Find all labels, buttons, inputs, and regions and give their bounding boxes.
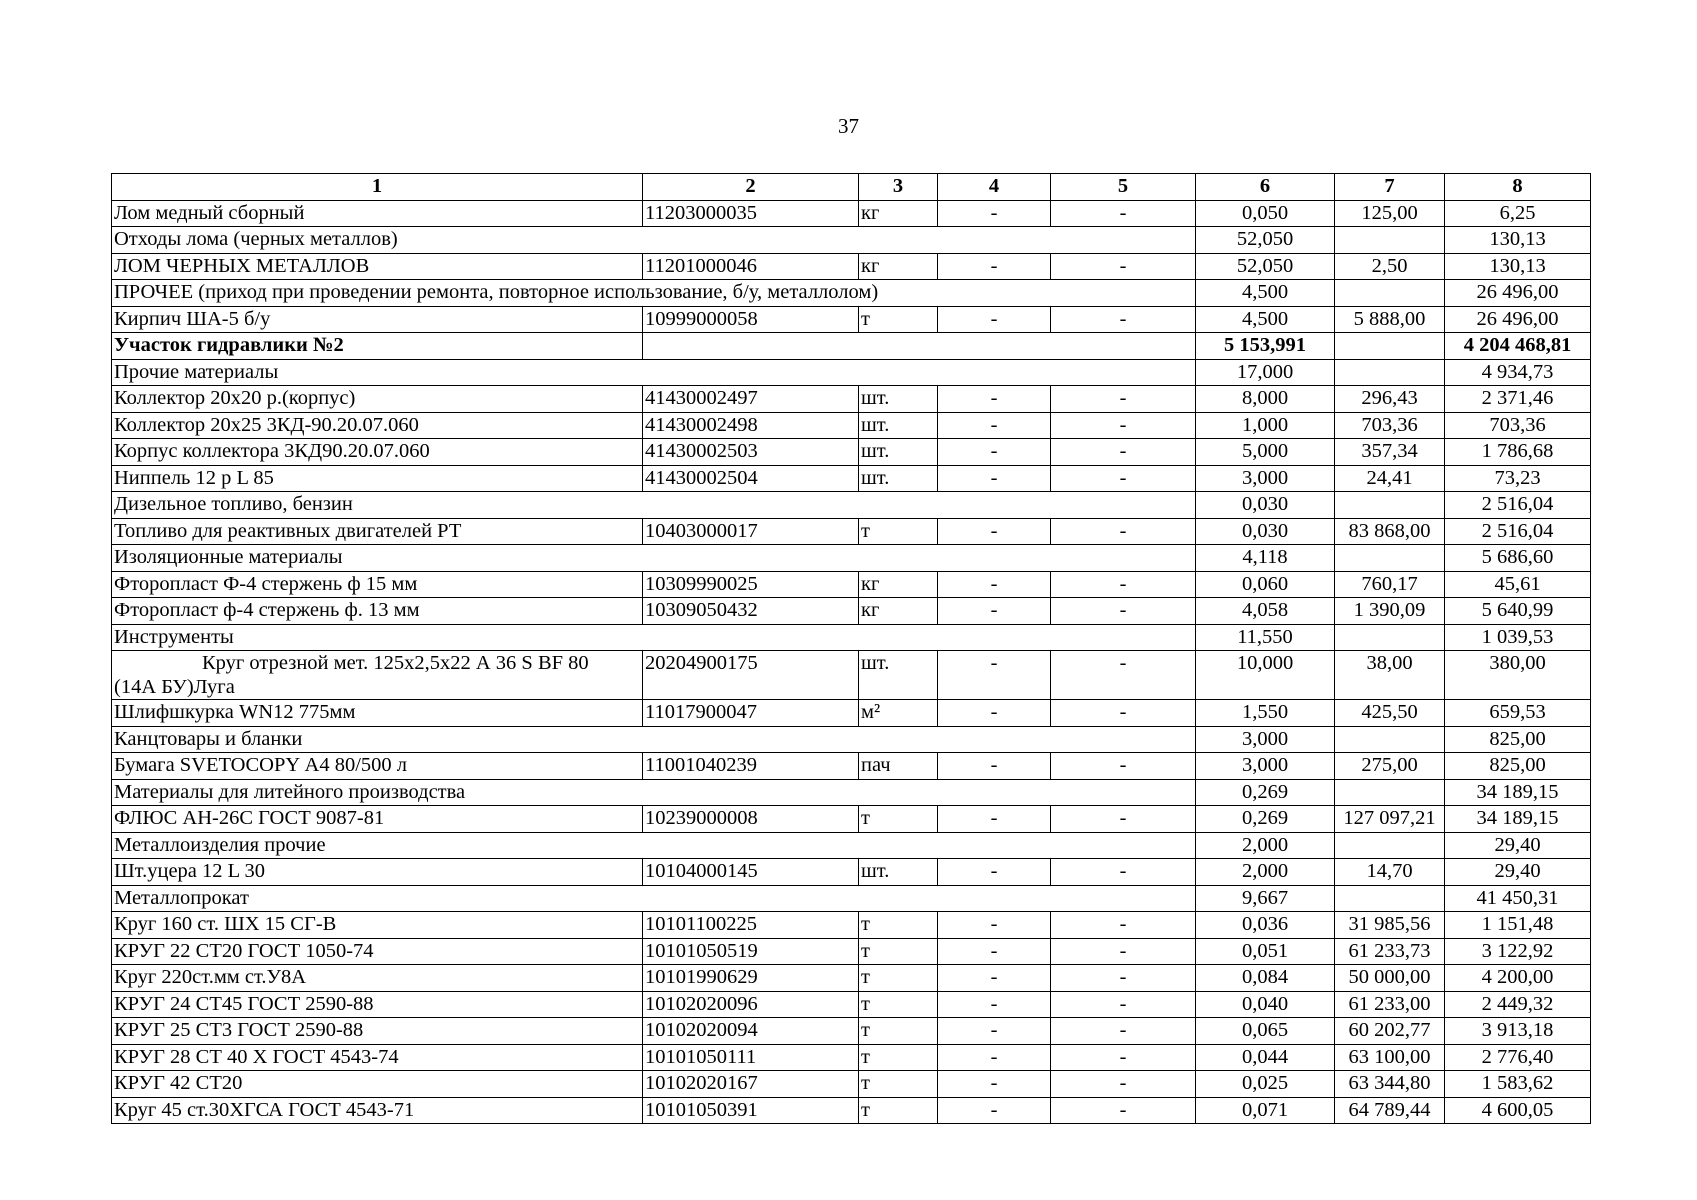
sum-cell: 130,13 bbox=[1445, 253, 1591, 280]
item-code-cell: 10102020094 bbox=[643, 1018, 859, 1045]
unit-cell: кг bbox=[859, 598, 938, 625]
price-cell: 24,41 bbox=[1335, 465, 1445, 492]
table-row bbox=[112, 306, 1591, 333]
group-name-cell: Прочие материалы bbox=[112, 359, 1196, 386]
sum-cell: 34 189,15 bbox=[1445, 806, 1591, 833]
table-row bbox=[112, 965, 1591, 992]
sum-cell: 2 516,04 bbox=[1445, 492, 1591, 519]
price-cell: 296,43 bbox=[1335, 386, 1445, 413]
quantity-cell: 1,550 bbox=[1196, 700, 1335, 727]
group-name-cell: Отходы лома (черных металлов) bbox=[112, 227, 1196, 254]
quantity-cell: 4,058 bbox=[1196, 598, 1335, 625]
item-code-cell: 10101050391 bbox=[643, 1097, 859, 1124]
unit-cell: шт. bbox=[859, 651, 938, 700]
col4-cell: - bbox=[938, 412, 1051, 439]
sum-cell: 1 583,62 bbox=[1445, 1071, 1591, 1098]
unit-cell: шт. bbox=[859, 386, 938, 413]
sum-cell: 1 151,48 bbox=[1445, 912, 1591, 939]
col5-cell: - bbox=[1051, 386, 1196, 413]
col4-cell: - bbox=[938, 598, 1051, 625]
table-row bbox=[112, 1044, 1591, 1071]
col4-cell: - bbox=[938, 700, 1051, 727]
group-name-cell: Металлоизделия прочие bbox=[112, 832, 1196, 859]
item-name-cell: Круг 160 ст. ШХ 15 СГ-В bbox=[112, 912, 643, 939]
item-name-cell: Ниппель 12 р L 85 bbox=[112, 465, 643, 492]
table-row bbox=[112, 571, 1591, 598]
quantity-cell: 5,000 bbox=[1196, 439, 1335, 466]
unit-cell: кг bbox=[859, 200, 938, 227]
unit-cell: кг bbox=[859, 253, 938, 280]
item-code-cell: 10101100225 bbox=[643, 912, 859, 939]
item-code-cell: 10102020167 bbox=[643, 1071, 859, 1098]
price-cell: 83 868,00 bbox=[1335, 518, 1445, 545]
item-code-cell: 10999000058 bbox=[643, 306, 859, 333]
item-code-cell: 11203000035 bbox=[643, 200, 859, 227]
group-row bbox=[112, 227, 1591, 254]
unit-cell: т bbox=[859, 518, 938, 545]
price-cell: 14,70 bbox=[1335, 859, 1445, 886]
table-row bbox=[112, 200, 1591, 227]
col5-cell: - bbox=[1051, 1071, 1196, 1098]
price-cell: 127 097,21 bbox=[1335, 806, 1445, 833]
col5-cell: - bbox=[1051, 571, 1196, 598]
sum-cell: 3 913,18 bbox=[1445, 1018, 1591, 1045]
quantity-cell: 1,000 bbox=[1196, 412, 1335, 439]
group-name-cell: ПРОЧЕЕ (приход при проведении ремонта, повторное использование, б/у, металлолом) bbox=[112, 280, 1196, 307]
price-cell: 760,17 bbox=[1335, 571, 1445, 598]
col5-cell: - bbox=[1051, 912, 1196, 939]
price-cell: 60 202,77 bbox=[1335, 1018, 1445, 1045]
col5-cell: - bbox=[1051, 412, 1196, 439]
item-name-cell: Лом медный сборный bbox=[112, 200, 643, 227]
quantity-cell: 5 153,991 bbox=[1196, 333, 1335, 360]
sum-cell: 6,25 bbox=[1445, 200, 1591, 227]
col4-cell: - bbox=[938, 518, 1051, 545]
price-cell bbox=[1335, 726, 1445, 753]
quantity-cell: 0,269 bbox=[1196, 806, 1335, 833]
quantity-cell: 8,000 bbox=[1196, 386, 1335, 413]
item-name-cell: Круг 45 ст.30ХГСА ГОСТ 4543-71 bbox=[112, 1097, 643, 1124]
group-name-cell: Инструменты bbox=[112, 624, 1196, 651]
sum-cell: 73,23 bbox=[1445, 465, 1591, 492]
item-name-cell: Корпус коллектора 3КД90.20.07.060 bbox=[112, 439, 643, 466]
item-name-cell: Фторопласт Ф-4 стержень ф 15 мм bbox=[112, 571, 643, 598]
col4-cell: - bbox=[938, 912, 1051, 939]
table-row bbox=[112, 806, 1591, 833]
price-cell: 5 888,00 bbox=[1335, 306, 1445, 333]
price-cell: 703,36 bbox=[1335, 412, 1445, 439]
price-cell bbox=[1335, 359, 1445, 386]
col5-cell: - bbox=[1051, 200, 1196, 227]
table-row bbox=[112, 412, 1591, 439]
section-row bbox=[112, 333, 1591, 360]
item-code-cell: 10101050111 bbox=[643, 1044, 859, 1071]
quantity-cell: 0,044 bbox=[1196, 1044, 1335, 1071]
unit-cell: т bbox=[859, 806, 938, 833]
price-cell bbox=[1335, 333, 1445, 360]
col4-cell: - bbox=[938, 253, 1051, 280]
quantity-cell: 2,000 bbox=[1196, 859, 1335, 886]
quantity-cell: 0,030 bbox=[1196, 518, 1335, 545]
page-number: 37 bbox=[838, 114, 859, 138]
price-cell: 61 233,73 bbox=[1335, 938, 1445, 965]
quantity-cell: 0,051 bbox=[1196, 938, 1335, 965]
price-cell: 125,00 bbox=[1335, 200, 1445, 227]
quantity-cell: 3,000 bbox=[1196, 753, 1335, 780]
unit-cell: шт. bbox=[859, 859, 938, 886]
sum-cell: 4 200,00 bbox=[1445, 965, 1591, 992]
item-code-cell: 41430002498 bbox=[643, 412, 859, 439]
quantity-cell: 3,000 bbox=[1196, 465, 1335, 492]
price-cell: 1 390,09 bbox=[1335, 598, 1445, 625]
price-cell: 2,50 bbox=[1335, 253, 1445, 280]
item-name-cell: ЛОМ ЧЕРНЫХ МЕТАЛЛОВ bbox=[112, 253, 643, 280]
sum-cell: 5 686,60 bbox=[1445, 545, 1591, 572]
col4-cell: - bbox=[938, 1018, 1051, 1045]
item-name-cell: Коллектор 20х25 3КД-90.20.07.060 bbox=[112, 412, 643, 439]
quantity-cell: 0,084 bbox=[1196, 965, 1335, 992]
quantity-cell: 4,118 bbox=[1196, 545, 1335, 572]
unit-cell: пач bbox=[859, 753, 938, 780]
sum-cell: 825,00 bbox=[1445, 726, 1591, 753]
unit-cell: шт. bbox=[859, 439, 938, 466]
price-cell bbox=[1335, 492, 1445, 519]
quantity-cell: 0,065 bbox=[1196, 1018, 1335, 1045]
sum-cell: 380,00 bbox=[1445, 651, 1591, 700]
item-code-cell: 10102020096 bbox=[643, 991, 859, 1018]
col4-cell: - bbox=[938, 465, 1051, 492]
item-code-cell: 41430002504 bbox=[643, 465, 859, 492]
unit-cell: т bbox=[859, 1071, 938, 1098]
column-header: 4 bbox=[938, 174, 1051, 201]
column-header: 8 bbox=[1445, 174, 1591, 201]
table-body bbox=[112, 200, 1591, 1124]
unit-cell: т bbox=[859, 912, 938, 939]
table-row bbox=[112, 1018, 1591, 1045]
sum-cell: 1 786,68 bbox=[1445, 439, 1591, 466]
col4-cell: - bbox=[938, 753, 1051, 780]
price-cell: 50 000,00 bbox=[1335, 965, 1445, 992]
unit-cell: кг bbox=[859, 571, 938, 598]
col4-cell: - bbox=[938, 200, 1051, 227]
sum-cell: 130,13 bbox=[1445, 227, 1591, 254]
item-code-cell: 10101050519 bbox=[643, 938, 859, 965]
col5-cell: - bbox=[1051, 965, 1196, 992]
group-name-cell: Материалы для литейного производства bbox=[112, 779, 1196, 806]
col4-cell: - bbox=[938, 306, 1051, 333]
table-row bbox=[112, 465, 1591, 492]
item-name-line: (14А БУ)Луга bbox=[114, 676, 235, 698]
sum-cell: 4 204 468,81 bbox=[1445, 333, 1591, 360]
col4-cell: - bbox=[938, 859, 1051, 886]
col5-cell: - bbox=[1051, 1018, 1196, 1045]
quantity-cell: 0,269 bbox=[1196, 779, 1335, 806]
column-header: 7 bbox=[1335, 174, 1445, 201]
table-row bbox=[112, 938, 1591, 965]
sum-cell: 26 496,00 bbox=[1445, 306, 1591, 333]
sum-cell: 703,36 bbox=[1445, 412, 1591, 439]
item-name-cell: КРУГ 24 СТ45 ГОСТ 2590-88 bbox=[112, 991, 643, 1018]
item-code-cell: 10104000145 bbox=[643, 859, 859, 886]
table-row bbox=[112, 700, 1591, 727]
table-row bbox=[112, 753, 1591, 780]
sum-cell: 1 039,53 bbox=[1445, 624, 1591, 651]
item-code-cell: 10309990025 bbox=[643, 571, 859, 598]
item-code-cell: 10101990629 bbox=[643, 965, 859, 992]
sum-cell: 2 516,04 bbox=[1445, 518, 1591, 545]
quantity-cell: 4,500 bbox=[1196, 280, 1335, 307]
column-header: 6 bbox=[1196, 174, 1335, 201]
unit-cell: шт. bbox=[859, 465, 938, 492]
item-code-cell: 41430002503 bbox=[643, 439, 859, 466]
item-code-cell: 10309050432 bbox=[643, 598, 859, 625]
unit-cell: т bbox=[859, 991, 938, 1018]
group-name-cell: Металлопрокат bbox=[112, 885, 1196, 912]
item-name-cell bbox=[112, 651, 643, 700]
quantity-cell: 9,667 bbox=[1196, 885, 1335, 912]
sum-cell: 2 371,46 bbox=[1445, 386, 1591, 413]
unit-cell: т bbox=[859, 306, 938, 333]
col4-cell: - bbox=[938, 386, 1051, 413]
table-row bbox=[112, 991, 1591, 1018]
price-cell: 61 233,00 bbox=[1335, 991, 1445, 1018]
section-filler-cell bbox=[643, 333, 1196, 360]
col5-cell: - bbox=[1051, 518, 1196, 545]
item-name-line: Круг отрезной мет. 125х2,5х22 А 36 S BF 80 bbox=[202, 652, 589, 674]
quantity-cell: 11,550 bbox=[1196, 624, 1335, 651]
table-row bbox=[112, 859, 1591, 886]
sum-cell: 29,40 bbox=[1445, 832, 1591, 859]
group-row bbox=[112, 779, 1591, 806]
quantity-cell: 0,025 bbox=[1196, 1071, 1335, 1098]
group-row bbox=[112, 492, 1591, 519]
sum-cell: 29,40 bbox=[1445, 859, 1591, 886]
sum-cell: 4 934,73 bbox=[1445, 359, 1591, 386]
price-cell: 357,34 bbox=[1335, 439, 1445, 466]
quantity-cell: 0,030 bbox=[1196, 492, 1335, 519]
quantity-cell: 52,050 bbox=[1196, 227, 1335, 254]
price-cell bbox=[1335, 624, 1445, 651]
col5-cell: - bbox=[1051, 753, 1196, 780]
item-code-cell: 20204900175 bbox=[643, 651, 859, 700]
sum-cell: 45,61 bbox=[1445, 571, 1591, 598]
unit-cell: т bbox=[859, 1044, 938, 1071]
group-name-cell: Изоляционные материалы bbox=[112, 545, 1196, 572]
item-name-cell: Шлифшкурка WN12 775мм bbox=[112, 700, 643, 727]
col4-cell: - bbox=[938, 938, 1051, 965]
quantity-cell: 0,036 bbox=[1196, 912, 1335, 939]
quantity-cell: 0,040 bbox=[1196, 991, 1335, 1018]
quantity-cell: 52,050 bbox=[1196, 253, 1335, 280]
price-cell bbox=[1335, 832, 1445, 859]
price-cell bbox=[1335, 227, 1445, 254]
col4-cell: - bbox=[938, 439, 1051, 466]
sum-cell: 26 496,00 bbox=[1445, 280, 1591, 307]
item-name-cell: Бумага SVETOCOPY А4 80/500 л bbox=[112, 753, 643, 780]
item-code-cell: 11001040239 bbox=[643, 753, 859, 780]
col4-cell: - bbox=[938, 1071, 1051, 1098]
unit-cell: т bbox=[859, 1097, 938, 1124]
column-header: 1 bbox=[112, 174, 643, 201]
price-cell bbox=[1335, 545, 1445, 572]
item-name-cell: Шт.уцера 12 L 30 bbox=[112, 859, 643, 886]
item-name-cell: Топливо для реактивных двигателей РТ bbox=[112, 518, 643, 545]
group-row bbox=[112, 359, 1591, 386]
unit-cell: т bbox=[859, 965, 938, 992]
sum-cell: 659,53 bbox=[1445, 700, 1591, 727]
group-row bbox=[112, 624, 1591, 651]
col5-cell: - bbox=[1051, 306, 1196, 333]
col5-cell: - bbox=[1051, 700, 1196, 727]
unit-cell: т bbox=[859, 1018, 938, 1045]
item-name-cell: КРУГ 28 СТ 40 Х ГОСТ 4543-74 bbox=[112, 1044, 643, 1071]
quantity-cell: 3,000 bbox=[1196, 726, 1335, 753]
col5-cell: - bbox=[1051, 465, 1196, 492]
item-name-cell: КРУГ 25 СТ3 ГОСТ 2590-88 bbox=[112, 1018, 643, 1045]
item-name-cell: Круг 220ст.мм ст.У8А bbox=[112, 965, 643, 992]
quantity-cell: 10,000 bbox=[1196, 651, 1335, 700]
table-row bbox=[112, 518, 1591, 545]
col4-cell: - bbox=[938, 1044, 1051, 1071]
materials-table bbox=[111, 173, 1591, 1124]
col4-cell: - bbox=[938, 991, 1051, 1018]
price-cell: 275,00 bbox=[1335, 753, 1445, 780]
sum-cell: 825,00 bbox=[1445, 753, 1591, 780]
item-name-cell: ФЛЮС АН-26С ГОСТ 9087-81 bbox=[112, 806, 643, 833]
item-code-cell: 11017900047 bbox=[643, 700, 859, 727]
col4-cell: - bbox=[938, 965, 1051, 992]
group-name-cell: Канцтовары и бланки bbox=[112, 726, 1196, 753]
item-name-cell: Фторопласт ф-4 стержень ф. 13 мм bbox=[112, 598, 643, 625]
column-header: 2 bbox=[643, 174, 859, 201]
quantity-cell: 4,500 bbox=[1196, 306, 1335, 333]
price-cell bbox=[1335, 885, 1445, 912]
item-code-cell: 11201000046 bbox=[643, 253, 859, 280]
group-row bbox=[112, 280, 1591, 307]
col5-cell: - bbox=[1051, 1097, 1196, 1124]
item-name-cell: Кирпич ША-5 б/у bbox=[112, 306, 643, 333]
item-code-cell: 41430002497 bbox=[643, 386, 859, 413]
table-row bbox=[112, 1097, 1591, 1124]
table-row bbox=[112, 253, 1591, 280]
col4-cell: - bbox=[938, 571, 1051, 598]
price-cell: 31 985,56 bbox=[1335, 912, 1445, 939]
quantity-cell: 0,060 bbox=[1196, 571, 1335, 598]
table-row bbox=[112, 651, 1591, 700]
sum-cell: 4 600,05 bbox=[1445, 1097, 1591, 1124]
item-code-cell: 10403000017 bbox=[643, 518, 859, 545]
item-name-cell: Коллектор 20х20 р.(корпус) bbox=[112, 386, 643, 413]
unit-cell: м² bbox=[859, 700, 938, 727]
unit-cell: шт. bbox=[859, 412, 938, 439]
quantity-cell: 2,000 bbox=[1196, 832, 1335, 859]
column-header: 5 bbox=[1051, 174, 1196, 201]
price-cell: 64 789,44 bbox=[1335, 1097, 1445, 1124]
col5-cell: - bbox=[1051, 253, 1196, 280]
price-cell: 38,00 bbox=[1335, 651, 1445, 700]
col5-cell: - bbox=[1051, 598, 1196, 625]
col5-cell: - bbox=[1051, 859, 1196, 886]
item-name-cell: КРУГ 22 СТ20 ГОСТ 1050-74 bbox=[112, 938, 643, 965]
quantity-cell: 17,000 bbox=[1196, 359, 1335, 386]
sum-cell: 2 449,32 bbox=[1445, 991, 1591, 1018]
price-cell bbox=[1335, 280, 1445, 307]
price-cell bbox=[1335, 779, 1445, 806]
header-row bbox=[112, 174, 1591, 201]
unit-cell: т bbox=[859, 938, 938, 965]
group-row bbox=[112, 726, 1591, 753]
quantity-cell: 0,071 bbox=[1196, 1097, 1335, 1124]
col4-cell: - bbox=[938, 806, 1051, 833]
col5-cell: - bbox=[1051, 991, 1196, 1018]
section-name-cell: Участок гидравлики №2 bbox=[112, 333, 643, 360]
price-cell: 63 100,00 bbox=[1335, 1044, 1445, 1071]
col4-cell: - bbox=[938, 1097, 1051, 1124]
group-row bbox=[112, 885, 1591, 912]
col5-cell: - bbox=[1051, 651, 1196, 700]
price-cell: 425,50 bbox=[1335, 700, 1445, 727]
sum-cell: 2 776,40 bbox=[1445, 1044, 1591, 1071]
col4-cell: - bbox=[938, 651, 1051, 700]
group-row bbox=[112, 545, 1591, 572]
sum-cell: 41 450,31 bbox=[1445, 885, 1591, 912]
col5-cell: - bbox=[1051, 439, 1196, 466]
price-cell: 63 344,80 bbox=[1335, 1071, 1445, 1098]
table-row bbox=[112, 386, 1591, 413]
sum-cell: 34 189,15 bbox=[1445, 779, 1591, 806]
table-row bbox=[112, 1071, 1591, 1098]
group-name-cell: Дизельное топливо, бензин bbox=[112, 492, 1196, 519]
item-code-cell: 10239000008 bbox=[643, 806, 859, 833]
table-row bbox=[112, 912, 1591, 939]
col5-cell: - bbox=[1051, 938, 1196, 965]
column-header: 3 bbox=[859, 174, 938, 201]
sum-cell: 3 122,92 bbox=[1445, 938, 1591, 965]
table-row bbox=[112, 439, 1591, 466]
sum-cell: 5 640,99 bbox=[1445, 598, 1591, 625]
table-row bbox=[112, 598, 1591, 625]
item-name-cell: КРУГ 42 СТ20 bbox=[112, 1071, 643, 1098]
col5-cell: - bbox=[1051, 1044, 1196, 1071]
col5-cell: - bbox=[1051, 806, 1196, 833]
group-row bbox=[112, 832, 1591, 859]
quantity-cell: 0,050 bbox=[1196, 200, 1335, 227]
